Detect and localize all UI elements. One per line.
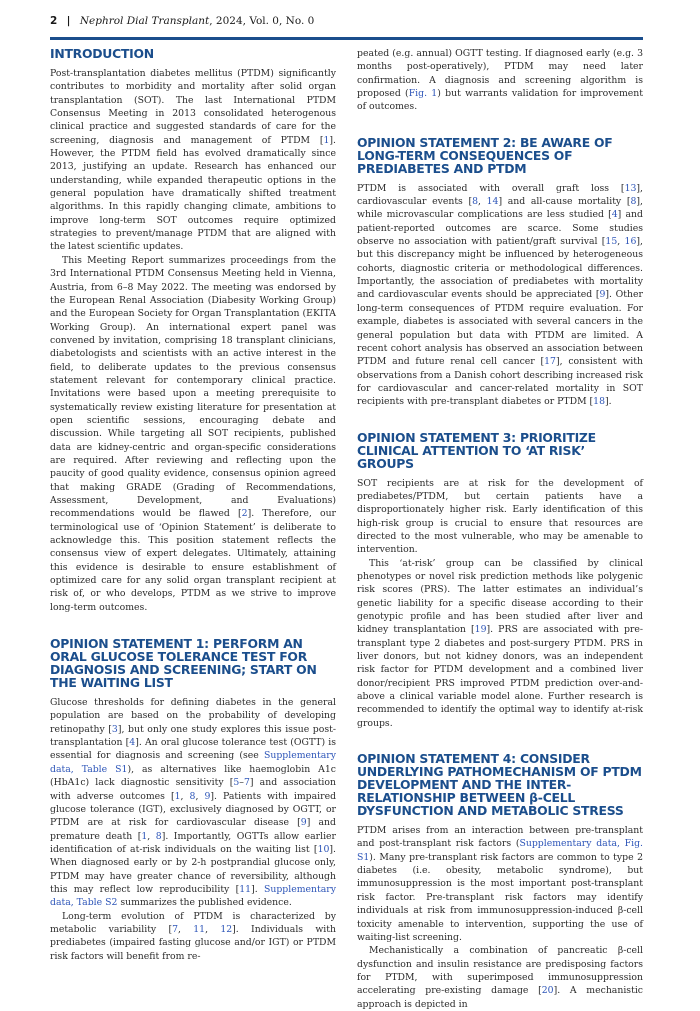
citation-link[interactable]: 11 — [239, 883, 252, 895]
citation-link[interactable]: 1 — [323, 134, 330, 146]
figure-link[interactable]: Fig. 1 — [408, 88, 438, 100]
citation-link[interactable]: 13 — [624, 182, 637, 194]
citation-link[interactable]: 8 — [472, 196, 479, 208]
citation-link[interactable]: 9 — [300, 817, 307, 829]
spacer — [357, 409, 643, 431]
citation-link[interactable]: 8 — [630, 196, 637, 208]
spacer — [357, 114, 643, 136]
supplementary-link[interactable]: Supplementary data, Table S1 — [50, 750, 336, 775]
citation-link[interactable]: 12 — [220, 923, 233, 935]
citation-link[interactable]: 4 — [611, 209, 618, 221]
page-number: 2 — [50, 15, 58, 27]
citation-link[interactable]: 10 — [317, 843, 330, 855]
journal-name: Nephrol Dial Transplant — [79, 15, 210, 27]
citation-link[interactable]: 1 — [174, 790, 181, 802]
opinion-4-paragraph-2: Mechanistically a combination of pancreatic β-cell dysfunction and insulin resistance are predisposing factors for PTDM, with superimposed immunosuppression accelerating pre-existing damage [20]. A mechanistic approach is depicted in — [357, 945, 643, 1010]
supplementary-link[interactable]: Supplementary data, Table S2 — [50, 883, 336, 909]
citation-link[interactable]: 7 — [172, 923, 179, 935]
opinion-1-paragraph-1: Glucose thresholds for defining diabetes in the general population are based on the probability of developing retinopathy [3], but only one study explores this issue post-transplantation [4]. An oral glucose tolerance test (OGTT) is essential for diagnosis and screening (see Supplementary data, Table S1), as alternatives like haemoglobin A1c (HbA1c) lack diagnostic sensitivity [5–7] and association with adverse outcomes [1, 8, 9]. Patients with impaired glucose tolerance (IGT), exclusively diagnosed by OGTT, or PTDM are at risk for cardiovascular disease [9] and premature death [1, 8]. Importantly, OGTTs allow earlier identification of at-risk individuals on the waiting list [10]. When diagnosed early or by 2-h postprandial glucose only, PTDM may have greater chance of reversibility, although this may reflect low reproducibility [11]. Supplementary data, Table S2 summarizes the published evidence. — [50, 697, 337, 909]
left-column — [50, 46, 337, 962]
citation-link[interactable]: 9 — [204, 790, 211, 802]
citation-link[interactable]: 5 — [233, 777, 240, 789]
heading-opinion-2: OPINION STATEMENT 2: BE AWARE OF LONG-TERM CONSEQUENCES OF PREDIABETES AND PTDM — [357, 134, 613, 176]
intro-paragraph-1: Post-transplantation diabetes mellitus (PTDM) significantly contributes to morbidity and mortality after solid organ transplantation (SOT). The last International PTDM Consensus Meeting in 2013 consolidated heterogenous clinical practice and suggested standards of care for the screening, diagnosis and management of PTDM [1]. However, the PTDM field has evolved dramatically since 2013, justifying an update. Research has enhanced our understanding, while expanded therapeutic options in the general population have dramatically shifted treatment algorithms. In this rapidly changing climate, ambitions to improve long-term SOT outcomes require optimized strategies to prevent/manage PTDM that are aligned with the latest scientific updates. — [50, 68, 336, 253]
citation-link[interactable]: 18 — [593, 396, 606, 408]
heading-introduction: INTRODUCTION — [50, 46, 154, 61]
citation-link[interactable]: 9 — [599, 289, 606, 301]
citation-link[interactable]: 2 — [241, 508, 248, 520]
citation-link[interactable]: 15 — [605, 236, 618, 248]
opinion-4-paragraph-1: PTDM arises from an interaction between pre-transplant and post-transplant risk factors (Supplementary data, Fig. S1). Many pre-transplant risk factors are common to type 2 diabetes (i.e. obesity, metabolic syndrome), but immunosuppression is the most important post-transplant risk factor. Pre-transplant risk factors may identify individuals at risk from immunosuppression-induced β-cell toxicity amenable to intervention, supporting the use of waiting-list screening. — [357, 825, 643, 943]
opinion-3-paragraph-2: This ‘at-risk’ group can be classified by clinical phenotypes or novel risk prediction methods like polygenic risk scores (PRS). The latter estimates an individual’s genetic liability for a specific disease according to their genotypic profile and has been studied after liver and kidney transplantation [19]. PRS are associated with pre-transplant type 2 diabetes and post-surgery PTDM. PRS in liver donors, but not kidney donors, was an independent risk factor for PTDM development and a combined liver donor/recipient PRS improved PTDM prediction over-and-above a clinical variable model alone. Further research is recommended to identify the optimal way to identify at-risk groups. — [357, 557, 643, 729]
opinion-3-paragraph-1: SOT recipients are at risk for the development of prediabetes/PTDM, but certain patients have a disproportionately higher risk. Early identification of this high-risk group is crucial to ensure that resources are directed to the most vulnerable, who may be amenable to intervention. — [357, 477, 643, 556]
spacer — [50, 614, 336, 637]
journal-citation: , 2024, Vol. 0, No. 0 — [209, 15, 315, 27]
citation-link[interactable]: 17 — [544, 356, 556, 368]
right-column — [357, 47, 644, 1010]
spacer — [357, 730, 643, 752]
header-separator: | — [66, 15, 71, 27]
citation-link[interactable]: 20 — [541, 985, 554, 997]
heading-opinion-1: OPINION STATEMENT 1: PERFORM AN ORAL GLUCOSE TOLERANCE TEST FOR DIAGNOSIS AND SCREENING; START ON THE WAITING LIST — [50, 636, 317, 691]
intro-paragraph-2: This Meeting Report summarizes proceedings from the 3rd International PTDM Consensus Meeting held in Vienna, Austria, from 6–8 May 2022. The meeting was endorsed by the European Renal Association (Diabesity Working Group) and the European Society for Organ Transplantation (EKITA Working Group). An international expert panel was convened by invitation, comprising 18 transplant clinicians, diabetologists and scientists with an active interest in the field, to deliberate updates to the previous consensus statement relevant for contemporary clinical practice. Invitations were based upon a meeting prerequisite to systematically review existing literature for presentation at open scientific sessions, encouraging debate and discussion. While targeting all SOT recipients, published data are kidney-centric and organ-specific considerations are required. After reviewing and reflecting upon the paucity of good quality evidence, consensus opinion agreed that making GRADE (Grading of Recommendations, Assessment, Development, and Evaluations) recommendations would be flawed [2]. Therefore, our terminological use of ‘Opinion Statement’ is deliberate to acknowledge this. This position statement reflects the consensus view of expert delegates. Ultimately, attaining this evidence is desirable to ensure establishment of optimized care for any solid organ transplant recipient at risk of, or who develops, PTDM as we strive to improve long-term outcomes. — [50, 254, 336, 613]
section-opinion-4 — [357, 752, 643, 1011]
citation-link[interactable]: 1 — [141, 830, 148, 842]
opinion-1-paragraph-2: Long-term evolution of PTDM is characterized by metabolic variability [7, 11, 12]. Individuals with prediabetes (impaired fasting glucose and/or IGT) or PTDM risk factors will benefit from re- — [50, 910, 336, 962]
citation-link[interactable]: 4 — [129, 737, 136, 749]
heading-opinion-3: OPINION STATEMENT 3: PRIORITIZE CLINICAL ATTENTION TO ‘AT RISK’ GROUPS — [357, 429, 596, 471]
citation-link[interactable]: 3 — [111, 723, 118, 735]
opinion-1-continuation: peated (e.g. annual) OGTT testing. If diagnosed early (e.g. 3 months post-operatively), PTDM may need later confirmation. A diagnosis and screening algorithm is proposed (Fig. 1) but warrants validation for improvement of outcomes. — [357, 48, 644, 113]
running-header — [50, 15, 650, 33]
supplementary-link[interactable]: Supplementary data, Fig. S1 — [357, 838, 643, 863]
citation-link[interactable]: 16 — [624, 236, 637, 248]
header-rule — [50, 37, 643, 40]
opinion-2-paragraph-1: PTDM is associated with overall graft loss [13], cardiovascular events [8, 14] and all-cause mortality [8], while microvascular complications are less studied [4] and patient-reported outcomes are scarce. Some studies observe no association with patient/graft survival [15, 16], but this discrepancy might be influenced by heterogeneous cohorts, diagnostic criteria or methodological differences. Importantly, the association of prediabetes with mortality and cardiovascular events should be appreciated [9]. Other long-term consequences of PTDM require evaluation. For example, diabetes is associated with several cancers in the general population but data with PTDM are limited. A recent cohort analysis has observed an association between PTDM and future renal cell cancer [17], consistent with observations from a Danish cohort describing increased risk for cardiovascular and cancer-related mortality in SOT recipients with pre-transplant diabetes or PTDM [18]. — [357, 182, 643, 408]
citation-link[interactable]: 11 — [193, 923, 206, 935]
citation-link[interactable]: 8 — [189, 790, 196, 802]
citation-link[interactable]: 14 — [486, 196, 499, 208]
citation-link[interactable]: 8 — [155, 830, 162, 842]
section-opinion-2 — [357, 136, 643, 409]
section-opinion-3 — [357, 431, 643, 731]
citation-link[interactable]: 19 — [474, 624, 487, 636]
citation-link[interactable]: 7 — [243, 777, 250, 789]
section-opinion-1 — [50, 637, 336, 963]
heading-opinion-4: OPINION STATEMENT 4: CONSIDER UNDERLYING PATHOMECHANISM OF PTDM DEVELOPMENT AND THE INTER-RELATIONSHIP BETWEEN β-CELL DYSFUNCTION AND METABOLIC STRESS — [357, 751, 642, 819]
section-introduction — [50, 47, 336, 614]
